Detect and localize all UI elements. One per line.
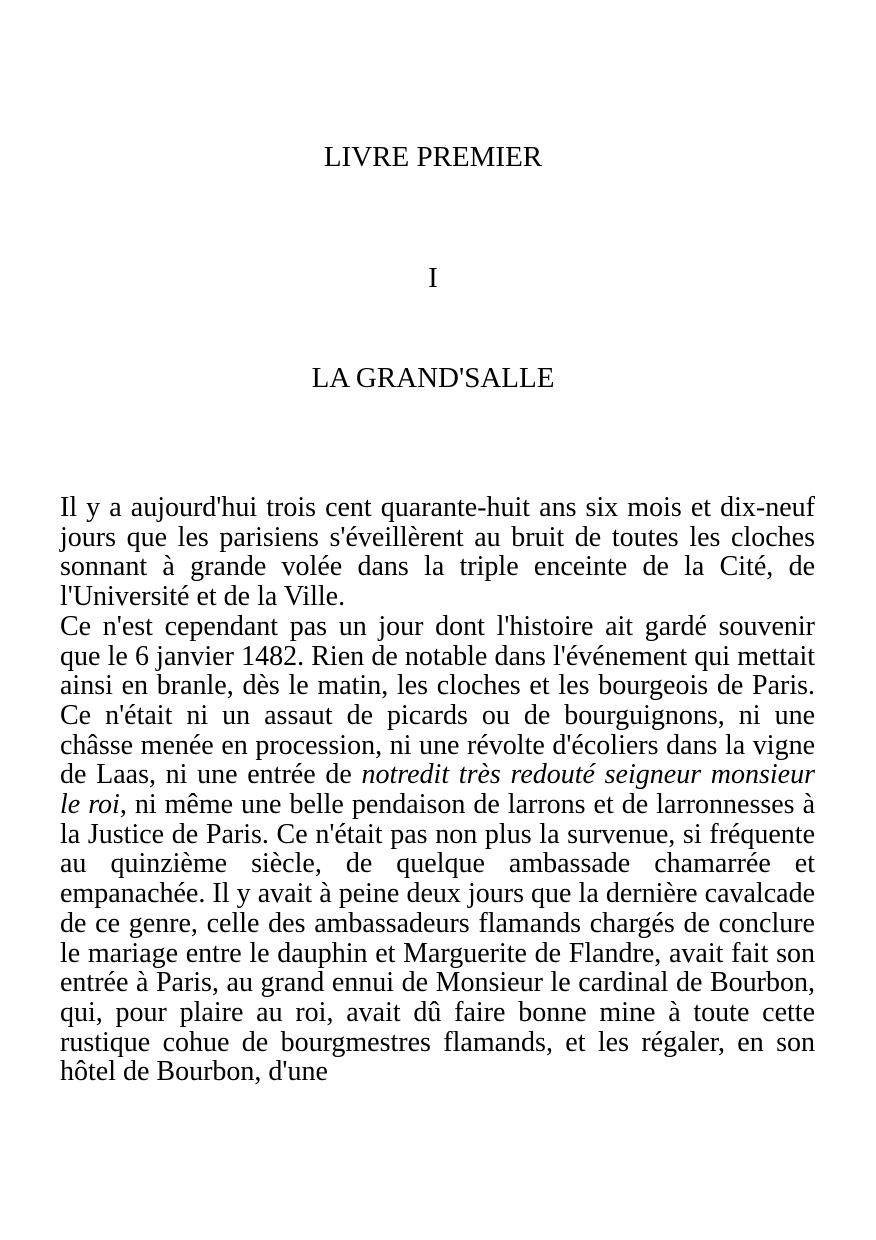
paragraph-2-italic-quote: notredit très redouté seigneur monsieur le roi — [60, 759, 816, 821]
paragraph-2-text-start: Ce n'est cependant pas un jour dont l'histoire ait gardé souvenir que le 6 janvier 1482. Rien de notable dans l'événement qui mettait ainsi en branle, dès le matin, les cloches et les bourgeois de Paris. Ce n'était ni un assaut de picards ou de bourguignons, ni une châsse menée en procession, ni une révolte d'écoliers dans la vigne de Laas, ni une entrée de — [60, 610, 815, 791]
paragraph-2 — [60, 612, 815, 1087]
paragraph-1: Il y a aujourd'hui trois cent quarante-huit ans six mois et dix-neuf jours que les parisiens s'éveillèrent au bruit de toutes les cloches sonnant à grande volée dans la triple enceinte de la Cité, de l'Université et de la Ville. — [60, 492, 815, 613]
part-heading: LIVRE PREMIER — [323, 141, 543, 173]
chapter-title: LA GRAND'SALLE — [311, 362, 555, 394]
paragraph-2-text-end: , ni même une belle pendaison de larrons et de larronnesses à la Justice de Paris. Ce n'était pas non plus la survenue, si fréquente au quinzième siècle, de quelque ambassade chamarrée et empanachée. Il y avait à peine deux jours que la dernière cavalcade de ce genre, celle des ambassadeurs flamands chargés de conclure le mariage entre le dauphin et Marguerite de Flandre, avait fait son entrée à Paris, au grand ennui de Monsieur le cardinal de Bourbon, qui, pour plaire au roi, avait dû faire bonne mine à toute cette rustique cohue de bourgmestres flamands, et les régaler, en son hôtel de Bourbon, d'une — [60, 789, 815, 1088]
chapter-body — [60, 493, 815, 1087]
chapter-number: I — [428, 262, 438, 294]
